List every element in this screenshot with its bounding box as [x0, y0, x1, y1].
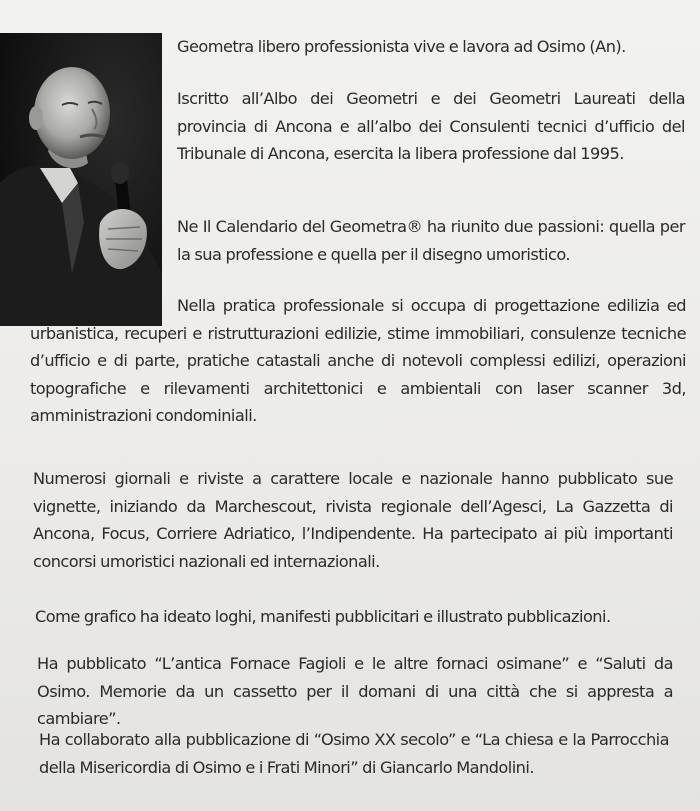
registration-paragraph: Iscritto all’Albo dei Geometri e dei Geometri Laureati della provincia di Ancona e all’albo dei Consulenti tecnici d’ufficio del Tribunale di Ancona, esercita la libera professione dal 1995. [177, 89, 685, 163]
professional-practice-paragraph: Nella pratica professionale si occupa di progettazione edilizia ed urbanistica, recuperi e ristrutturazioni edilizie, stime immobiliari, consulenze tecniche d’ufficio e di parte, pratiche catastali anche di notevoli complessi edilizi, operazioni topografiche e rilevamenti architettonici e ambientali con laser scanner 3d, amministrazioni condominiali. [30, 296, 686, 425]
calendar-paragraph: Ne Il Calendario del Geometra® ha riunito due passioni: quella per la sua professione e quella per il disegno umoristico. [177, 217, 685, 264]
author-portrait-photo [0, 33, 162, 326]
books-published-paragraph: Ha pubblicato “L’antica Fornace Fagioli e le altre fornaci osimane” e “Saluti da Osimo. Memorie da un cassetto per il domani di una città che si appresta a cambiare”. [37, 654, 673, 728]
collaboration-paragraph: Ha collaborato alla pubblicazione di “Osimo XX secolo” e “La chiesa e la Parrocchia della Misericordia di Osimo e i Frati Minori” di Giancarlo Mandolini. [39, 730, 669, 777]
graphic-design-paragraph: Come grafico ha ideato loghi, manifesti pubblicitari e illustrato pubblicazioni. [35, 607, 611, 626]
intro-paragraph: Geometra libero professionista vive e lavora ad Osimo (An). [177, 37, 626, 56]
publications-press-paragraph: Numerosi giornali e riviste a carattere locale e nazionale hanno pubblicato sue vignette, iniziando da Marchescout, rivista regionale dell’Agesci, La Gazzetta di Ancona, Focus, Corriere Adriatico, l’Indipendente. Ha partecipato ai più importanti concorsi umoristici nazionali ed internazionali. [33, 469, 673, 571]
